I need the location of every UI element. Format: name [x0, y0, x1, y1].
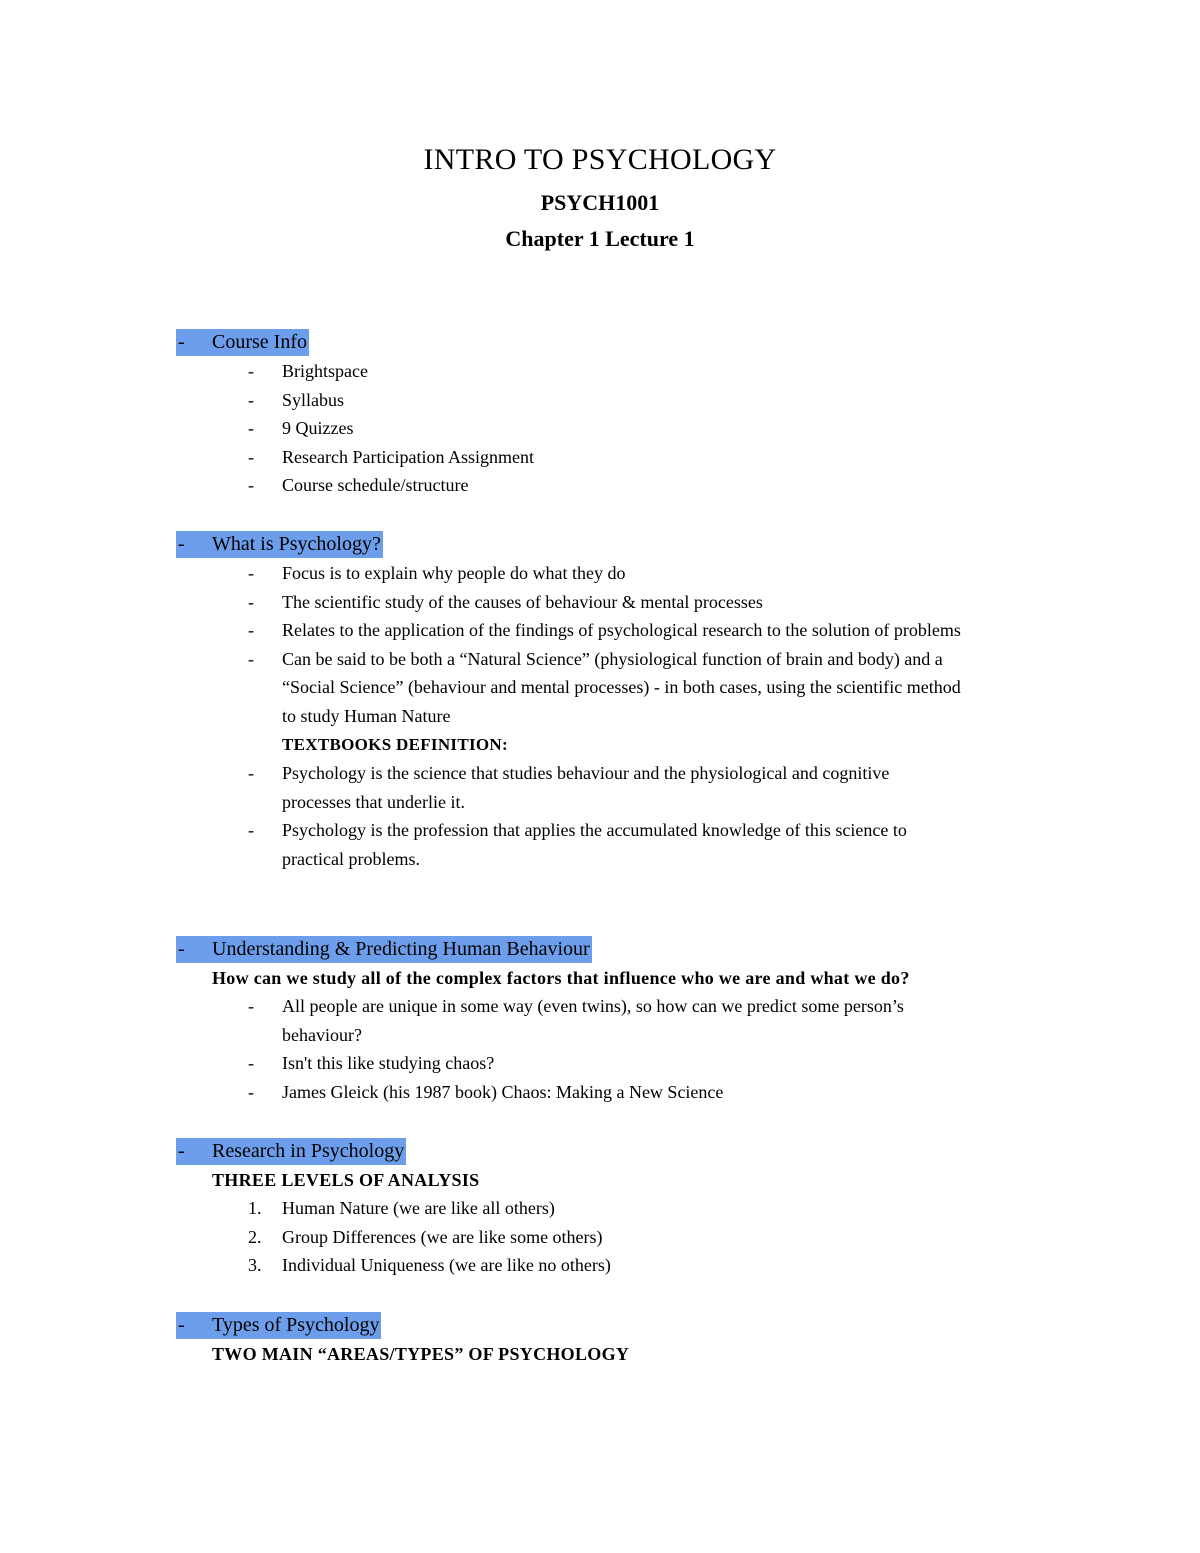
section-heading: - Research in Psychology: [176, 1138, 406, 1165]
section-subheading: THREE LEVELS OF ANALYSIS: [212, 1170, 480, 1190]
document-title: INTRO TO PSYCHOLOGY: [423, 143, 777, 176]
textbook-definition-label: TEXTBOOKS DEFINITION:: [282, 734, 508, 754]
section-question: How can we study all of the complex factors that influence who we are and what we do?: [212, 968, 910, 988]
section-heading: - Understanding & Predicting Human Behaviour: [176, 936, 592, 963]
list-item: - Isn't this like studying chaos?: [248, 1053, 495, 1074]
list-item: 2. Group Differences (we are like some others): [248, 1226, 603, 1247]
section-types: [176, 1312, 1076, 1368]
section-heading: - Types of Psychology: [176, 1312, 381, 1339]
section-research: [176, 1138, 1076, 1280]
bullet-list: [176, 357, 1076, 500]
list-item: - Brightspace: [248, 361, 368, 381]
list-item: - James Gleick (his 1987 book) Chaos: Making a New Science: [248, 1081, 724, 1102]
list-item: - All people are unique in some way (even twins), so how can we predict some person’s behaviour?: [248, 996, 904, 1045]
list-item: - Syllabus: [248, 389, 345, 410]
list-item: - Course schedule/structure: [248, 475, 469, 496]
section-heading: - What is Psychology?: [176, 531, 383, 558]
list-item: - Psychology is the science that studies behaviour and the physiological and cognitive processes that underlie it.: [248, 763, 890, 812]
list-item: - Relates to the application of the findings of psychological research to the solution of problems: [248, 620, 961, 641]
list-item: - 9 Quizzes: [248, 418, 354, 439]
list-item: - The scientific study of the causes of behaviour & mental processes: [248, 591, 763, 612]
course-code: PSYCH1001: [540, 190, 660, 215]
bullet-list: [176, 992, 1076, 1106]
definition-list: [176, 759, 1076, 873]
section-understanding: [176, 936, 1076, 1106]
list-item: - Focus is to explain why people do what they do: [248, 563, 626, 583]
list-item: - Can be said to be both a “Natural Science” (physiological function of brain and body) and a “Social Science” (behaviour and mental processes) - in both cases, using the scientific method to study Human Nature: [248, 648, 961, 726]
section-course-info: [176, 329, 1076, 500]
title-block: [0, 142, 1200, 252]
section-subheading: TWO MAIN “AREAS/TYPES” OF PSYCHOLOGY: [212, 1344, 630, 1364]
bullet-list: [176, 559, 1076, 731]
list-item: - Psychology is the profession that applies the accumulated knowledge of this science to practical problems.: [248, 820, 907, 869]
section-heading: - Course Info: [176, 329, 309, 356]
list-item: - Research Participation Assignment: [248, 446, 534, 467]
section-what-is-psychology: [176, 531, 1076, 874]
list-item: 1. Human Nature (we are like all others): [248, 1198, 555, 1218]
list-item: 3. Individual Uniqueness (we are like no others): [248, 1255, 611, 1276]
numbered-list: [176, 1194, 1076, 1280]
chapter-title: Chapter 1 Lecture 1: [505, 226, 695, 251]
